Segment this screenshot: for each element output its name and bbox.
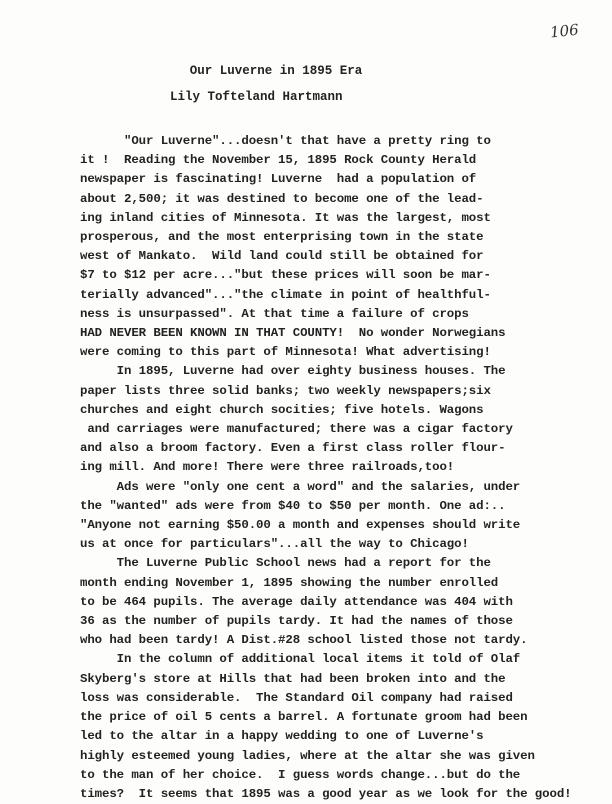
page-number: 106 <box>549 20 580 42</box>
text-line: In 1895, Luverne had over eighty business houses. The <box>80 364 506 379</box>
text-line: The Luverne Public School news had a report for the <box>80 556 491 571</box>
text-line: terially advanced"..."the climate in point of healthful- <box>80 287 491 302</box>
text-line: to be 464 pupils. The average daily attendance was 404 with <box>80 594 513 609</box>
text-line: ing inland cities of Minnesota. It was the largest, most <box>80 210 491 225</box>
text-line: 36 as the number of pupils tardy. It had the names of those <box>80 614 513 629</box>
text-line: the "wanted" ads were from $40 to $50 per month. One ad:.. <box>80 498 506 513</box>
text-line: west of Mankato. Wild land could still be obtained for <box>80 249 484 264</box>
text-line: Ads were "only one cent a word" and the salaries, under <box>80 479 521 494</box>
text-line: times? It seems that 1895 was a good year as we look for the good! <box>80 786 572 801</box>
text-line: newspaper is fascinating! Luverne had a population of <box>80 172 477 187</box>
title-text: Our Luverne in 1895 Era <box>189 64 363 78</box>
text-line: who had been tardy! A Dist.#28 school listed those not tardy. <box>80 633 528 648</box>
page-title <box>0 64 612 78</box>
text-line: us at once for particulars"...all the way to Chicago! <box>80 537 469 552</box>
text-line: Skyberg's store at Hills that had been broken into and the <box>80 671 506 686</box>
text-line: and carriages were manufactured; there was a cigar factory <box>80 422 513 437</box>
text-line: loss was considerable. The Standard Oil company had raised <box>80 690 513 705</box>
text-line: ness is unsurpassed". At that time a failure of crops <box>80 306 469 321</box>
text-line: $7 to $12 per acre..."but these prices will soon be mar- <box>80 268 491 283</box>
text-line: "Our Luverne"...doesn't that have a pretty ring to <box>80 134 491 148</box>
text-line: highly esteemed young ladies, where at the altar she was given <box>80 748 535 763</box>
text-line: were coming to this part of Minnesota! What advertising! <box>80 345 491 360</box>
text-line: led to the altar in a happy wedding to one of Luverne's <box>80 729 484 744</box>
author-byline: Lily Tofteland Hartmann <box>170 90 343 104</box>
text-line: ing mill. And more! There were three railroads,too! <box>80 460 455 475</box>
text-line: about 2,500; it was destined to become one of the lead- <box>80 191 484 206</box>
text-line: month ending November 1, 1895 showing the number enrolled <box>80 575 499 590</box>
text-line: prosperous, and the most enterprising town in the state <box>80 230 484 245</box>
text-line: churches and eight church socities; five hotels. Wagons <box>80 402 484 417</box>
text-line: "Anyone not earning $50.00 a month and expenses should write <box>80 518 521 533</box>
text-line: HAD NEVER BEEN KNOWN IN THAT COUNTY! No wonder Norwegians <box>80 326 506 341</box>
text-line: In the column of additional local items it told of Olaf <box>80 652 521 667</box>
text-line: the price of oil 5 cents a barrel. A fortunate groom had been <box>80 710 528 725</box>
text-line: and also a broom factory. Even a first class roller flour- <box>80 441 506 456</box>
text-line: to the man of her choice. I guess words change...but do the <box>80 767 521 782</box>
text-line: paper lists three solid banks; two weekly newspapers;six <box>80 383 491 398</box>
text-line: it ! Reading the November 15, 1895 Rock County Herald <box>80 153 477 168</box>
article-body <box>80 132 580 804</box>
